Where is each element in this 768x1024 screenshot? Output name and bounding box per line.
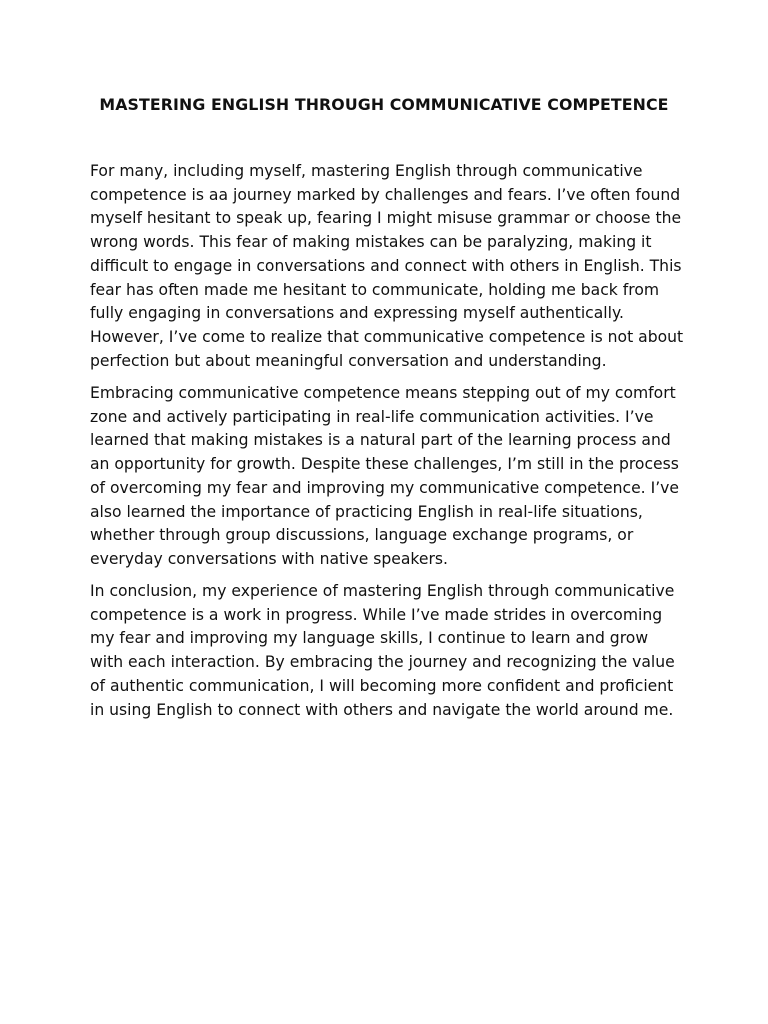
text-line: of authentic communication, I will becoming more confident and proficient	[90, 676, 674, 695]
text-line: in using English to connect with others and navigate the world around me.	[90, 700, 674, 719]
text-line: competence is a work in progress. While I’ve made strides in overcoming	[90, 605, 663, 624]
text-line: learned that making mistakes is a natural part of the learning process and	[90, 431, 671, 450]
text-line: However, I’ve come to realize that communicative competence is not about	[90, 327, 684, 346]
text-line: For many, including myself, mastering English through communicative	[90, 162, 643, 180]
text-line: fully engaging in conversations and expressing myself authentically.	[90, 304, 624, 323]
text-line: perfection but about meaningful conversation and understanding.	[90, 351, 607, 370]
text-line: difficult to engage in conversations and connect with others in English. This	[90, 256, 682, 275]
text-line: an opportunity for growth. Despite these challenges, I’m still in the process	[90, 455, 679, 474]
text-line: whether through group discussions, language exchange programs, or	[90, 526, 634, 545]
paragraph-conclusion	[90, 580, 675, 722]
text-line: fear has often made me hesitant to communicate, holding me back from	[90, 280, 660, 299]
text-line: also learned the importance of practicing English in real-life situations,	[90, 502, 643, 521]
text-line: of overcoming my fear and improving my communicative competence. I’ve	[90, 478, 679, 497]
text-line: with each interaction. By embracing the journey and recognizing the value	[90, 653, 675, 672]
text-line: Embracing communicative competence means stepping out of my comfort	[90, 384, 676, 402]
paragraph-introduction	[90, 160, 683, 373]
text-line: competence is aa journey marked by challenges and fears. I’ve often found	[90, 185, 681, 204]
text-line: everyday conversations with native speakers.	[90, 549, 448, 568]
paragraph-body	[90, 382, 679, 572]
text-line: my fear and improving my language skills, I continue to learn and grow	[90, 629, 649, 648]
text-line: In conclusion, my experience of mastering English through communicative	[90, 582, 675, 600]
text-line: myself hesitant to speak up, fearing I might misuse grammar or choose the	[90, 209, 682, 228]
text-line: zone and actively participating in real-life communication activities. I’ve	[90, 407, 654, 426]
document-title: MASTERING ENGLISH THROUGH COMMUNICATIVE COMPETENCE	[99, 95, 669, 114]
text-line: wrong words. This fear of making mistakes can be paralyzing, making it	[90, 233, 652, 252]
